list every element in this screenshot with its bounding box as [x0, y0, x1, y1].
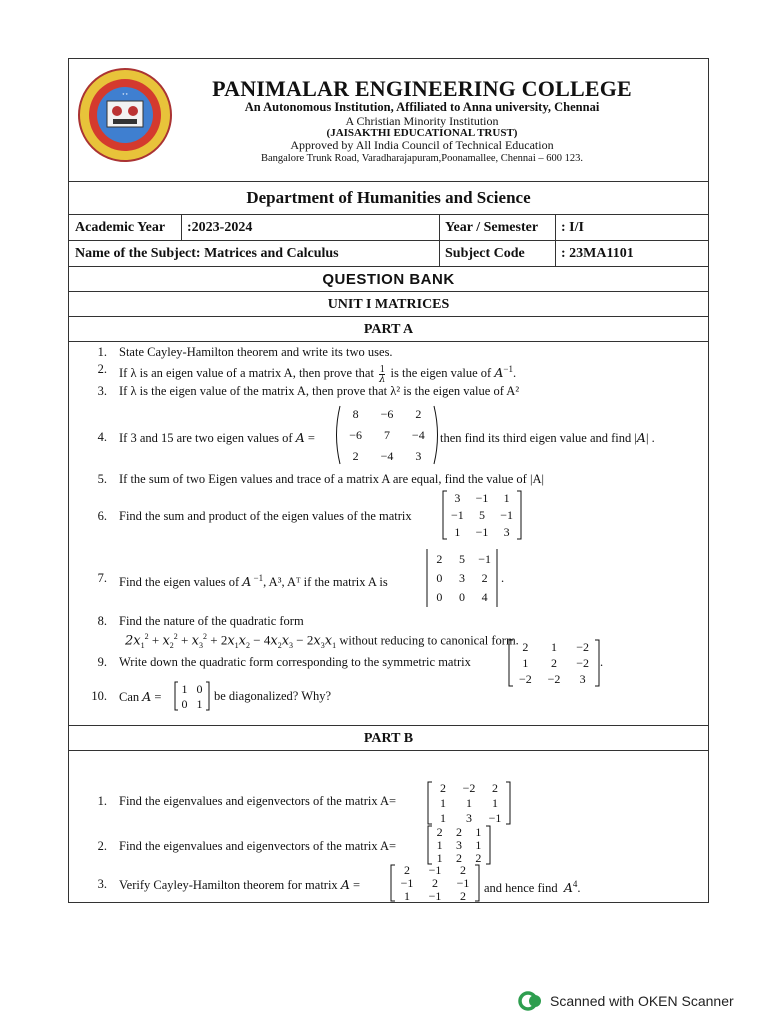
matrix-entry: −1: [456, 876, 470, 890]
b1-matrix: [430, 781, 508, 825]
part-b-questions: 1. Find the eigenvalues and eigenvectors of the matrix A= 2 −2 2 1 1 1 1 3 −1 2. Find the eigenvalues and eigenvectors of the matrix A= 2 2 1 1 3 1 1 2 2 3. Verify Cayley-Hamilton theorem for matrix A = 2 −1 2 −1 2 −1 1 −1 2 and hence find $A^4$.: [97, 781, 581, 903]
matrix-entry: 2: [492, 781, 498, 796]
matrix-entry: 0: [196, 681, 203, 696]
q9-matrix: [511, 639, 597, 687]
matrix-entry: −2: [576, 640, 590, 654]
part-a-title: PART A: [363, 322, 414, 337]
matrix-entry: 2: [475, 851, 482, 866]
oken-scanner-icon: [518, 991, 544, 1011]
quadratic-form: $2x_1^2 + x_2^2 + x_3^2 + 2x_1x_2 - 4x_2x_3 - 2x_3x_1$ without reducing to canonical form.: [125, 632, 519, 650]
matrix-entry: 1: [440, 810, 446, 825]
matrix-entry: 3: [455, 838, 462, 852]
matrix-entry: −6: [349, 428, 363, 442]
part-a-questions: 1. State Cayley-Hamilton theorem and write its two uses. 2. If λ is an eigen value of a matrix A, then prove that $\frac{1}{\lambda}$ is the eigen value of $A^{-1}$. 3. If λ is the eigen value of the matrix A, then prove that λ² is the eigen value of A² 4. If 3 and 15 are two eigen values of A = 8 −6 2 −6 7 −4 2 −4 3 then find its third eigen value and find |A| . 5. If the sum of two Eigen values and trace of a matrix A are equal, find the value of |A| 6. Find the sum and product of the eigen values of the matrix 3 −1 1 −1 5 −1 1 −1 3 7. Find the eigen values of A $^{-1}$, A³, Aᵀ if the matrix A is 2 5 −1 0 3 2 0 0 4 . 8. Find the nature of the quadratic form $2x_1^2 + x_2^2 + x_3^2 + 2x_1x_2 - 4x_2x_3 - 2x_3x_1$ without reducing to canonical form. 9. Write down the quadratic form corresponding to the symmetric matrix 2 1 −2 1 2 −2 −2 −2 3 . 10. Can A = 1 0 0 1 be diagonalized? Why?: [69, 342, 708, 726]
matrix-entry: 1: [404, 888, 410, 903]
q10-matrix: [177, 681, 207, 711]
matrix-entry: 8: [352, 407, 359, 422]
matrix-entry: 2: [440, 781, 446, 796]
part-a-q6: Find the sum and product of the eigen values of the matrix: [119, 509, 412, 523]
matrix-entry: 3: [415, 448, 422, 463]
matrix-entry: −2: [547, 672, 561, 686]
part-a-row: [69, 317, 708, 342]
college-address: Bangalore Trunk Road, Varadharajapuram,Poonamallee, Chennai – 600 123.: [260, 153, 584, 164]
matrix-entry: 1: [466, 796, 472, 810]
matrix-entry: 1: [181, 681, 188, 696]
matrix-entry: 2: [550, 656, 557, 670]
question-bank-page: [68, 58, 709, 903]
matrix-entry: 0: [436, 571, 443, 585]
matrix-entry: 2: [481, 571, 488, 585]
question-bank-row: [69, 267, 708, 292]
b2-matrix: [430, 825, 488, 865]
scanner-watermark: [518, 991, 734, 1011]
matrix-entry: 3: [579, 672, 586, 686]
part-a-q4-tail: then find its third eigen value and find |A| .: [440, 430, 655, 445]
part-b-q1: Find the eigenvalues and eigenvectors of the matrix A=: [119, 794, 397, 808]
svg-text:* *: * *: [122, 93, 128, 99]
college-logo-icon: [77, 67, 173, 163]
matrix-entry: −1: [500, 508, 514, 522]
matrix-entry: 2: [352, 448, 359, 463]
matrix-entry: −4: [380, 448, 394, 463]
matrix-entry: 1: [475, 824, 482, 839]
matrix-entry: 2: [522, 640, 529, 654]
college-affiliation: An Autonomous Institution, Affiliated to Anna university, Chennai: [244, 100, 600, 114]
part-a-q9: Write down the quadratic form corresponding to the symmetric matrix: [119, 655, 471, 669]
q7-matrix: [428, 549, 496, 607]
matrix-entry: 3: [458, 571, 465, 585]
matrix-entry: −1: [488, 810, 502, 825]
matrix-entry: 2: [460, 888, 466, 903]
subject-code-value: : 23MA1101: [561, 245, 634, 261]
part-b-title: PART B: [363, 731, 414, 746]
q6-matrix: [445, 490, 519, 540]
college-name: PANIMALAR ENGINEERING COLLEGE: [212, 76, 632, 101]
part-b-q2: Find the eigenvalues and eigenvectors of the matrix A=: [119, 839, 397, 853]
part-a-q1: State Cayley-Hamilton theorem and write its two uses.: [119, 345, 393, 359]
matrix-entry: 3: [503, 524, 510, 539]
matrix-entry: −1: [475, 524, 489, 539]
part-a-q7: Find the eigen values of A $^{-1}$, A³, Aᵀ if the matrix A is: [119, 573, 388, 590]
b3-matrix: [393, 864, 477, 902]
unit-title: UNIT I MATRICES: [327, 297, 450, 312]
college-minority: A Christian Minority Institution: [345, 114, 499, 128]
part-a-q2: If λ is an eigen value of a matrix A, then prove that $\frac{1}{\lambda}$ is the eigen value of $A^{-1}$.: [119, 363, 517, 385]
matrix-entry: −2: [462, 781, 476, 796]
college-approval: Approved by All India Council of Technical Education: [290, 138, 554, 152]
part-a-q3: If λ is the eigen value of the matrix A, then prove that λ² is the eigen value of A²: [119, 384, 520, 398]
academic-year-row: [69, 215, 708, 241]
matrix-entry: 1: [475, 838, 482, 852]
subject-code-label: Subject Code: [445, 245, 525, 261]
matrix-entry: 2: [436, 824, 443, 839]
year-semester-label: Year / Semester: [445, 219, 539, 235]
academic-year-label: Academic Year: [75, 219, 166, 235]
scanner-text: Scanned with OKEN Scanner: [550, 993, 734, 1009]
matrix-entry: −2: [576, 656, 590, 670]
unit-row: [69, 292, 708, 317]
part-a-q4: If 3 and 15 are two eigen values of A =: [119, 430, 315, 445]
matrix-entry: 1: [522, 656, 529, 670]
matrix-entry: −2: [518, 672, 532, 686]
matrix-entry: −1: [450, 508, 464, 522]
year-semester-value: : I/I: [561, 219, 584, 235]
subject-row: [69, 241, 708, 267]
matrix-entry: 2: [455, 824, 462, 839]
matrix-entry: 2: [404, 863, 410, 878]
academic-year-value: :2023-2024: [187, 219, 253, 235]
matrix-entry: 2: [415, 407, 422, 422]
subject-name: Name of the Subject: Matrices and Calculus: [75, 245, 339, 261]
department-row: [69, 181, 708, 215]
part-a-q8: Find the nature of the quadratic form: [119, 614, 304, 628]
matrix-entry: 1: [196, 696, 203, 711]
matrix-entry: 1: [436, 838, 443, 852]
matrix-entry: 0: [436, 590, 443, 605]
matrix-entry: 3: [466, 810, 472, 825]
matrix-entry: 1: [550, 640, 557, 654]
matrix-entry: −1: [475, 491, 489, 506]
matrix-entry: 2: [460, 863, 466, 878]
part-b-q3: Verify Cayley-Hamilton theorem for matrix A =: [119, 877, 361, 892]
matrix-entry: −1: [478, 551, 492, 566]
college-header: [69, 59, 708, 182]
matrix-entry: 0: [181, 696, 188, 711]
matrix-entry: 4: [481, 590, 488, 605]
matrix-entry: 1: [454, 524, 461, 539]
matrix-entry: 0: [458, 590, 465, 605]
matrix-entry: −6: [380, 407, 394, 422]
department-title: Department of Humanities and Science: [246, 188, 531, 207]
part-a-q5: If the sum of two Eigen values and trace of a matrix A are equal, find the value of |A|: [119, 472, 544, 486]
matrix-entry: −4: [411, 428, 425, 442]
matrix-entry: 1: [492, 796, 498, 810]
matrix-entry: 5: [458, 551, 465, 566]
matrix-entry: 5: [478, 508, 485, 522]
matrix-entry: −1: [400, 876, 414, 890]
part-a-q10: Can A =: [119, 689, 162, 704]
question-bank-title: QUESTION BANK: [322, 271, 455, 288]
college-trust: (JAISAKTHI EDUCATIONAL TRUST): [326, 127, 518, 139]
matrix-entry: 1: [503, 491, 510, 506]
matrix-entry: 1: [440, 796, 446, 810]
matrix-entry: −1: [428, 863, 442, 878]
matrix-entry: 3: [454, 491, 461, 506]
matrix-entry: 1: [436, 851, 443, 866]
matrix-entry: −1: [428, 888, 442, 903]
part-b-row: [69, 726, 708, 751]
matrix-entry: 2: [436, 551, 443, 566]
matrix-entry: 2: [455, 851, 462, 866]
matrix-entry: 7: [383, 428, 390, 442]
matrix-entry: 2: [432, 876, 438, 890]
q4-matrix: [340, 404, 434, 466]
